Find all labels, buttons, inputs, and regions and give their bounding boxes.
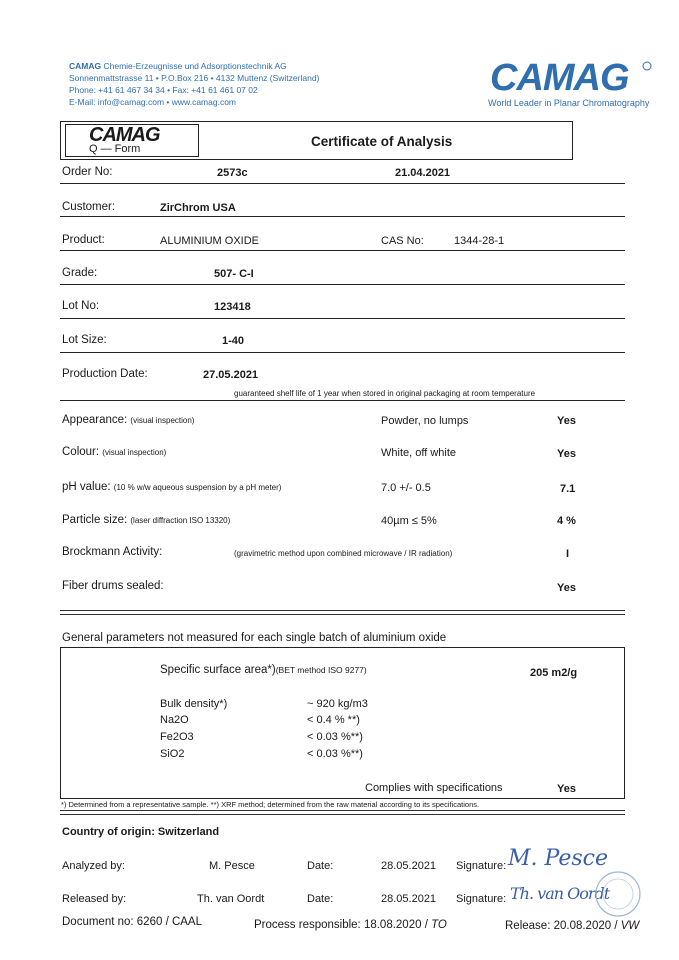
company-email: E-Mail: info@camag.com • www.camag.com [69, 97, 237, 107]
company-name: CAMAG [69, 61, 102, 71]
divider [60, 352, 625, 353]
test-method: (visual inspection) [102, 448, 167, 457]
test-result: Yes [557, 448, 576, 460]
page-title: Certificate of Analysis [311, 134, 453, 149]
param-label: Bulk density*) [160, 698, 228, 710]
param-value: < 0.4 % **) [307, 714, 360, 726]
test-result: 7.1 [560, 483, 576, 495]
released-label: Released by: [62, 893, 127, 905]
test-spec: White, off white [381, 447, 456, 459]
test-label: Particle size: [62, 514, 128, 526]
test-label: pH value: [62, 481, 111, 493]
double-divider [60, 610, 625, 615]
released-signature-label: Signature: [456, 893, 507, 905]
company-stamp [586, 868, 646, 918]
company-line [69, 61, 287, 72]
release-text: Release: 20.08.2020 / [505, 920, 621, 932]
surface-area-line [160, 664, 367, 676]
surface-area-value: 205 m2/g [530, 667, 578, 679]
param-value: ~ 920 kg/m3 [307, 698, 368, 710]
country-of-origin: Country of origin: Switzerland [62, 826, 220, 838]
release-info [505, 920, 639, 932]
camag-logo-text: CAMAG [490, 58, 629, 96]
divider [60, 318, 625, 319]
process-initials: TO [431, 919, 447, 931]
tagline: World Leader in Planar Chromatography [488, 98, 650, 108]
qform-logo: CAMAG [89, 124, 160, 146]
test-appearance [62, 414, 194, 426]
divider [60, 216, 625, 217]
surface-area-label: Specific surface area*) [160, 664, 276, 676]
test-method: (laser diffraction ISO 13320) [130, 516, 231, 525]
test-result: Yes [557, 582, 576, 594]
analyzed-signature-label: Signature: [456, 860, 507, 872]
test-particle-size [62, 514, 230, 526]
footnote: *) Determined from a representative sample. **) XRF method; determined from the raw material according to its specifications. [61, 800, 480, 809]
param-label: Fe2O3 [160, 731, 194, 743]
customer-label: Customer: [62, 201, 116, 213]
complies-value: Yes [557, 783, 576, 795]
cas-value: 1344-28-1 [454, 235, 505, 247]
order-label: Order No: [62, 166, 113, 178]
cas-label: CAS No: [381, 235, 424, 247]
test-brockmann-label: Brockmann Activity: [62, 546, 163, 558]
camag-logo [488, 58, 653, 96]
analyzed-name: M. Pesce [209, 860, 255, 872]
lot-no-value: 123418 [214, 301, 251, 313]
param-label: SiO2 [160, 748, 185, 760]
released-name: Th. van Oordt [197, 893, 265, 905]
test-colour [62, 446, 166, 458]
param-value: < 0.03 %**) [307, 731, 363, 743]
divider [60, 183, 625, 184]
test-ph [62, 481, 281, 493]
production-value: 27.05.2021 [203, 369, 259, 381]
param-value: < 0.03 %**) [307, 748, 363, 760]
release-initials: VW [620, 920, 640, 932]
complies-label: Complies with specifications [365, 782, 503, 794]
registered-icon [643, 62, 651, 70]
divider [60, 284, 625, 285]
released-date: 28.05.2021 [381, 893, 437, 905]
grade-label: Grade: [62, 267, 98, 279]
company-name-tail: Chemie-Erzeugnisse und Adsorptionstechnik AG [101, 61, 287, 71]
divider [60, 250, 625, 251]
qform-label: Q — Form [89, 143, 141, 155]
test-label: Colour: [62, 446, 100, 458]
process-responsible-text: Process responsible: 18.08.2020 / [254, 919, 432, 931]
order-value: 2573c [217, 167, 248, 179]
product-value: ALUMINIUM OXIDE [160, 235, 260, 247]
test-spec: Powder, no lumps [381, 415, 469, 427]
production-label: Production Date: [62, 368, 148, 380]
product-label: Product: [62, 234, 105, 246]
analyzed-date-label: Date: [307, 860, 334, 872]
customer-value: ZirChrom USA [160, 202, 236, 214]
test-label: Appearance: [62, 414, 128, 426]
document-number: Document no: 6260 / CAAL [62, 916, 202, 928]
analyzed-label: Analyzed by: [62, 860, 125, 872]
test-fiber-drums-label: Fiber drums sealed: [62, 580, 164, 592]
company-address: Sonnenmattstrasse 11 • P.O.Box 216 • 4132 Muttenz (Switzerland) [69, 73, 320, 83]
order-date: 21.04.2021 [395, 167, 451, 179]
test-result: 4 % [557, 515, 576, 527]
analyzed-date: 28.05.2021 [381, 860, 437, 872]
test-result: Yes [557, 415, 576, 427]
test-result: I [566, 548, 570, 560]
released-date-label: Date: [307, 893, 334, 905]
test-method: (10 % w/w aqueous suspension by a pH meter) [113, 483, 282, 492]
process-responsible [254, 919, 447, 931]
shelf-life-note: guaranteed shelf life of 1 year when stored in original packaging at room temperature [234, 389, 536, 398]
test-spec: 40µm ≤ 5% [381, 515, 437, 527]
general-heading: General parameters not measured for each single batch of aluminium oxide [62, 632, 447, 644]
lot-size-label: Lot Size: [62, 334, 107, 346]
test-method: (visual inspection) [130, 416, 195, 425]
test-brockmann-method: (gravimetric method upon combined microwave / IR radiation) [234, 549, 453, 558]
divider [60, 400, 625, 401]
company-phone: Phone: +41 61 467 34 34 • Fax: +41 61 461 07 02 [69, 85, 258, 95]
surface-area-method: (BET method ISO 9277) [275, 665, 367, 675]
param-label: Na2O [160, 714, 189, 726]
double-divider [60, 810, 625, 815]
grade-value: 507- C-I [214, 268, 254, 280]
released-signature: Th. van Oordt [510, 884, 610, 903]
lot-no-label: Lot No: [62, 300, 100, 312]
lot-size-value: 1-40 [222, 335, 245, 347]
test-spec: 7.0 +/- 0.5 [381, 482, 431, 494]
analyzed-signature: M. Pesce [508, 846, 608, 871]
